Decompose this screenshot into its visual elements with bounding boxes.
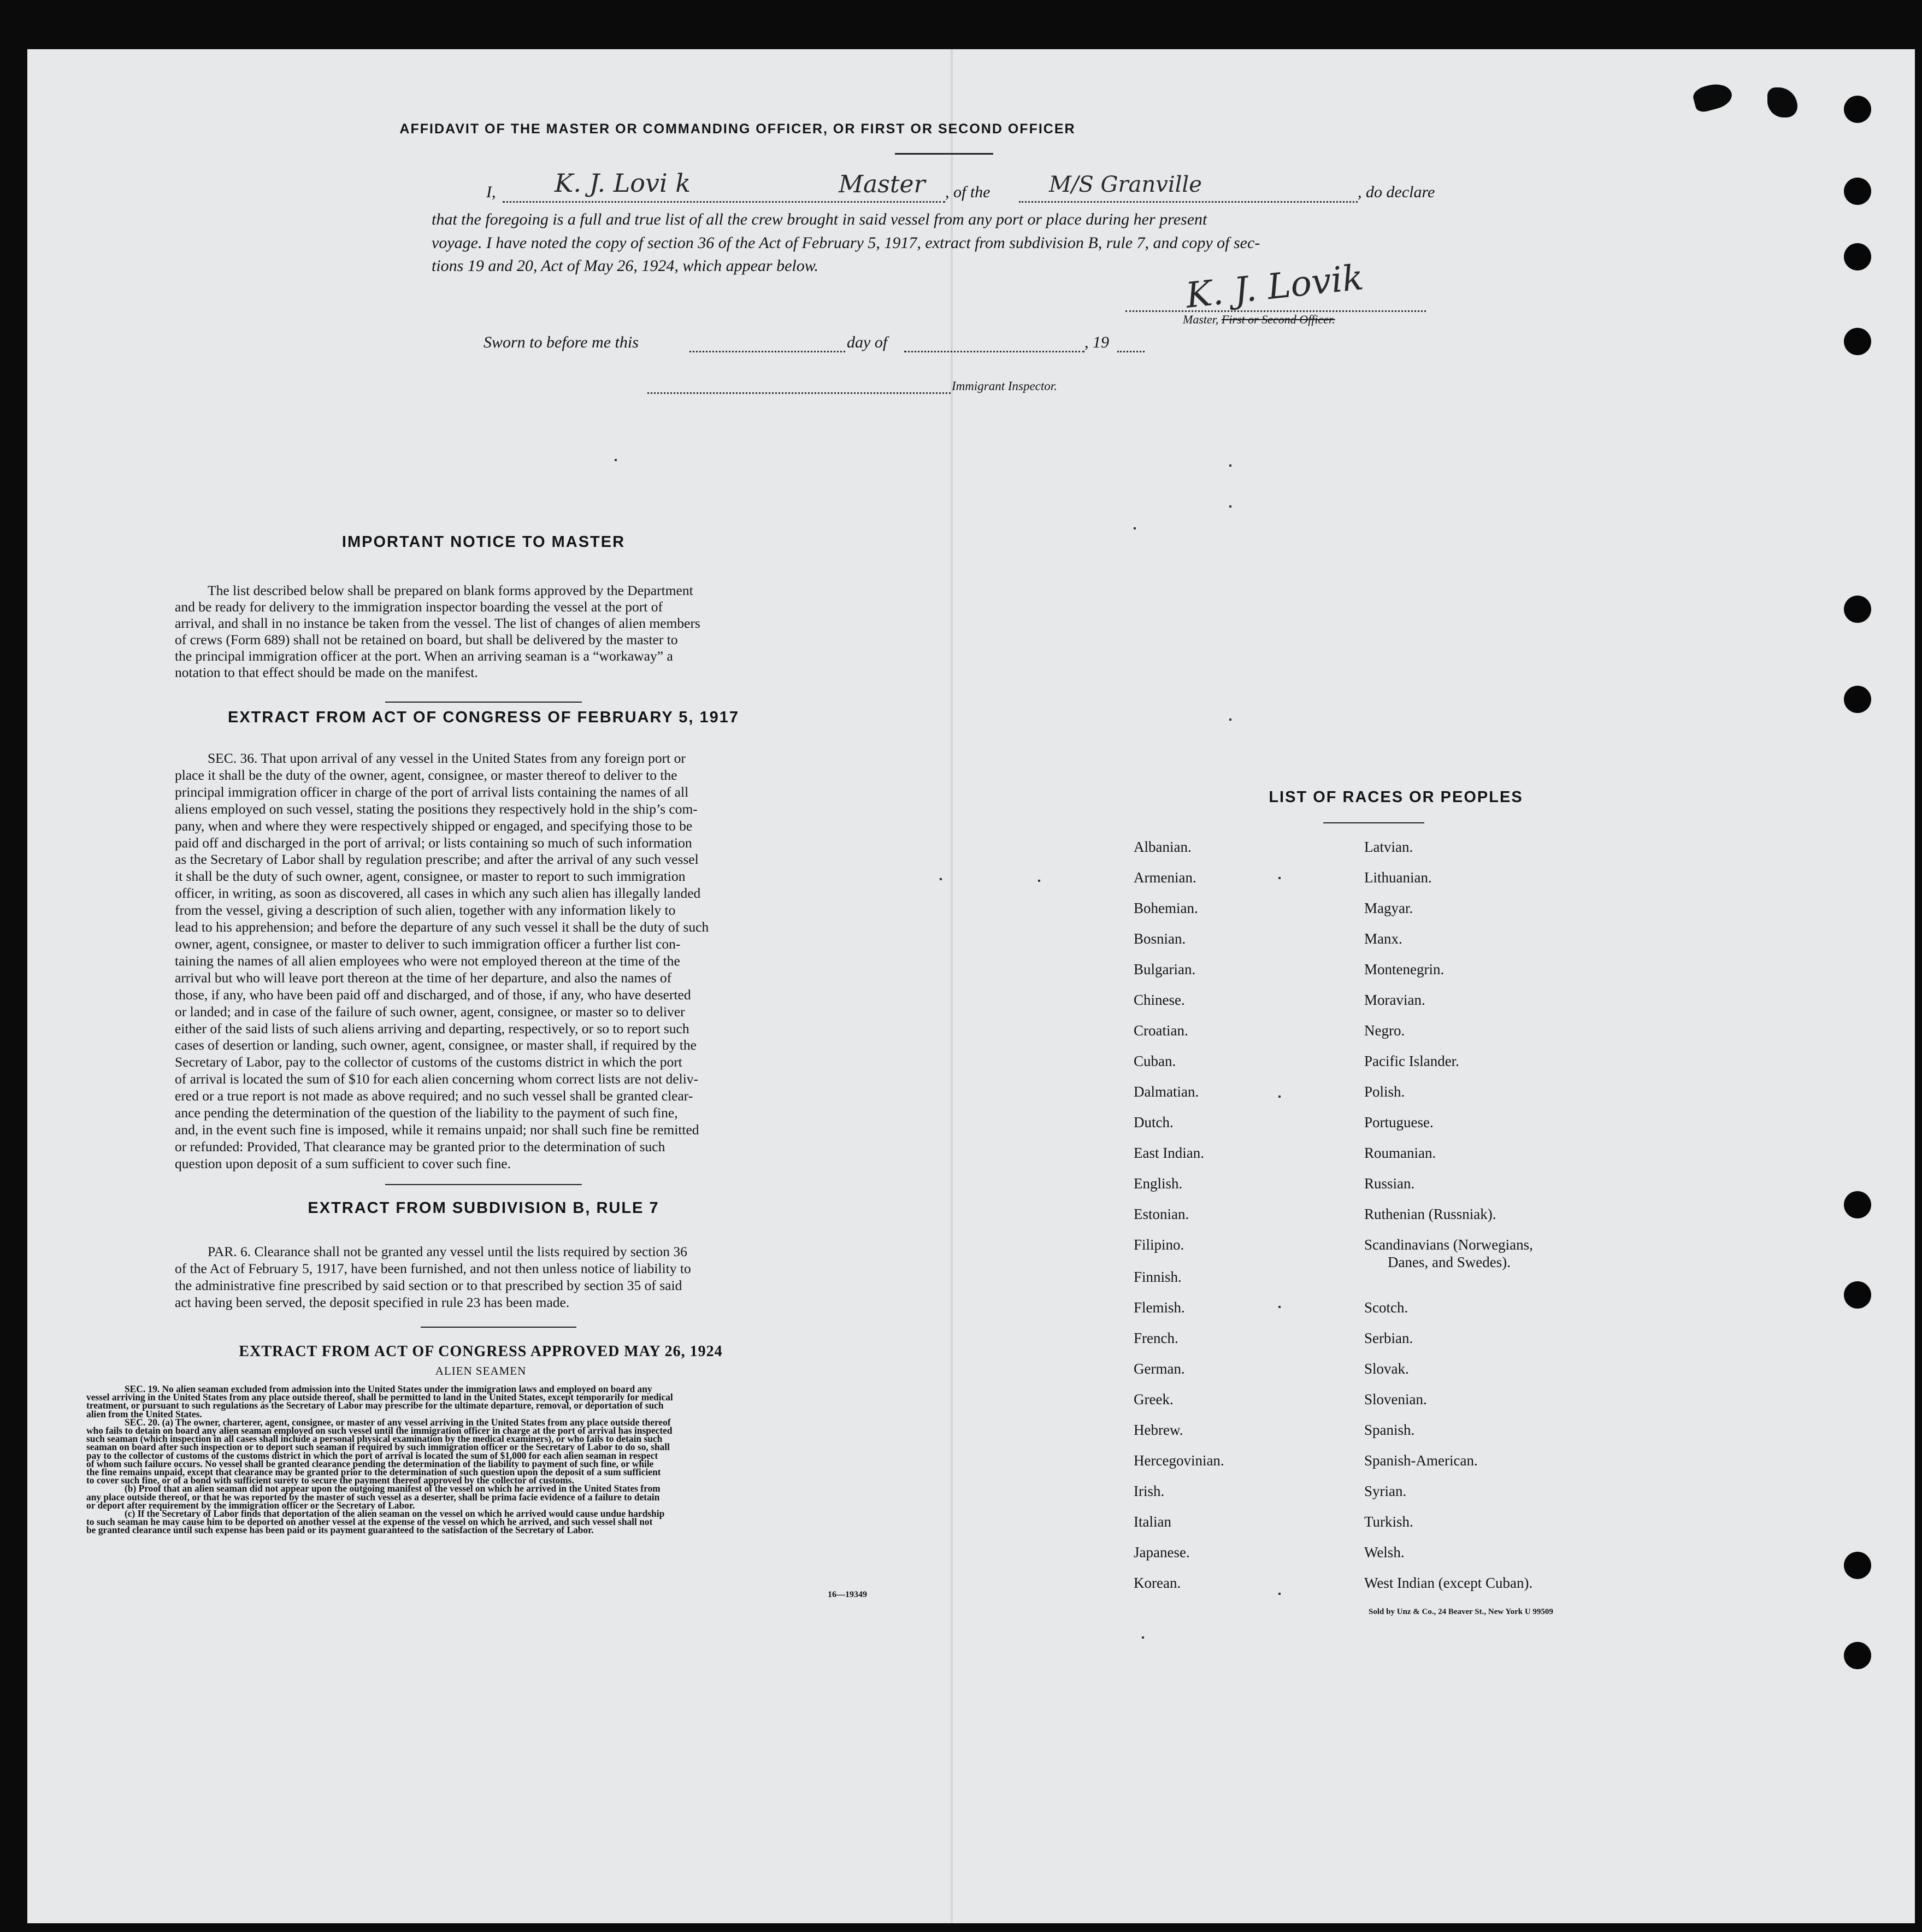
extract-1924-line: (c) If the Secretary of Labor finds that deportation of the alien seaman on the vessel on which he arrived would cause undue hardship [125, 1508, 665, 1519]
extract-1917-line: owner, agent, consignee, or master to deliver to such immigration officer a further list con- [175, 935, 681, 952]
binder-hole [1844, 328, 1871, 355]
race-item: Filipino. [1134, 1236, 1184, 1253]
extract-1924-line: (b) Proof that an alien seaman did not appear upon the outgoing manifest of the vessel on which he arrived in the United States from [125, 1483, 661, 1494]
extract-1917-line: lead to his apprehension; and before the departure of any such vessel it shall be the duty of such [175, 919, 709, 935]
race-item: Bosnian. [1134, 930, 1186, 947]
extract-1917-line: principal immigration officer in charge of the port of arrival lists containing the names of all [175, 784, 689, 800]
binder-hole [1844, 1552, 1871, 1579]
scan-speck [1134, 527, 1136, 529]
scan-speck [615, 459, 617, 461]
extract-1924-line: seaman on board after such inspection or to deport such seaman if required by such immigration officer or the Secretary of Labor to do so, shall [86, 1441, 670, 1453]
extract-1924-rule [421, 1327, 576, 1328]
race-item: Irish. [1134, 1483, 1165, 1499]
extract-1917-line: Secretary of Labor, pay to the collector of customs of the customs district in which the port [175, 1054, 682, 1070]
race-item: Syrian. [1364, 1483, 1407, 1499]
scan-speck [1038, 880, 1040, 882]
extract-1917-line: place it shall be the duty of the owner, agent, consignee, or master thereof to deliver to the [175, 767, 677, 783]
extract-1917-line: of arrival is located the sum of $10 for each alien concerning whom correct lists are not deliv- [175, 1071, 699, 1087]
race-item: Korean. [1134, 1575, 1181, 1591]
signature-caption [1183, 313, 1335, 327]
inspector-label: Immigrant Inspector. [952, 379, 1057, 393]
affidavit-title: AFFIDAVIT OF THE MASTER OR COMMANDING OFFICER, OR FIRST OR SECOND OFFICER [399, 121, 1076, 137]
race-item: Albanian. [1134, 839, 1192, 855]
day-of-label: day of [847, 333, 888, 351]
extract-1924-subtitle: ALIEN SEAMEN [435, 1364, 527, 1377]
extract-1917-line: ered or a true report is not made as above required; and no such vessel shall be granted clear- [175, 1088, 693, 1104]
extract-1917-body [175, 750, 794, 1173]
rule7-rule [385, 1184, 582, 1185]
notice-line: and be ready for delivery to the immigration inspector boarding the vessel at the port of [175, 599, 663, 615]
master-signature: K. J. Lovik [1184, 257, 1366, 316]
extract-1917-line: taining the names of all alien employees who were not employed thereon at the time of the [175, 952, 680, 969]
signature-caption-struck: First or Second Officer. [1221, 313, 1335, 326]
extract-1917-line: or refunded: Provided, That clearance may be granted prior to the determination of such [175, 1138, 665, 1155]
i-label: I, [486, 183, 496, 201]
extract-1917-line: officer, in writing, as soon as discovered, all cases in which any such alien has illegally landed [175, 885, 701, 902]
extract-1924-line: alien from the United States. [86, 1408, 202, 1419]
do-declare-label: , do declare [1358, 183, 1435, 201]
sworn-month-line [904, 351, 1084, 352]
title-rule [895, 153, 993, 155]
race-item: Polish. [1364, 1083, 1405, 1100]
notice-body [175, 582, 794, 681]
notice-line: of crews (Form 689) shall not be retained on board, but shall be delivered by the master to [175, 632, 678, 647]
extract-1924-line: SEC. 20. (a) The owner, charterer, agent, consignee, or master of any vessel arriving in the United States from any place outside thereof [125, 1416, 671, 1428]
extract-1924-line: the fine remains unpaid, except that clearance may be granted prior to the determination of such question upon the deposit of a sum sufficient [86, 1466, 661, 1478]
extract-1917-line: or landed; and in case of the failure of such owner, agent, consignee, or master so to deliver [175, 1003, 685, 1020]
affidavit-line-4: tions 19 and 20, Act of May 26, 1924, which appear below. [432, 257, 819, 275]
race-item: Slovenian. [1364, 1391, 1427, 1407]
race-item: Dutch. [1134, 1114, 1174, 1130]
race-item: West Indian (except Cuban). [1364, 1575, 1533, 1591]
sworn-label: Sworn to before me this [484, 333, 639, 351]
extract-1917-line: either of the said lists of such aliens arriving and departing, respectively, or so to report such [175, 1020, 689, 1036]
binder-hole [1844, 96, 1871, 123]
page-fold [951, 49, 953, 1923]
race-item: Negro. [1364, 1022, 1405, 1039]
race-item: Greek. [1134, 1391, 1174, 1407]
extract-1924-line: be granted clearance until such expense has been paid or its payment guaranteed to the satisfaction of the Secretary of Labor. [86, 1524, 594, 1536]
extract-1917-line: as the Secretary of Labor shall by regulation prescribe; and after the arrival of any such vessel [175, 851, 699, 868]
extract-1917-line: paid off and discharged in the port of arrival; or lists containing so much of such information [175, 834, 692, 851]
vessel-name-value[interactable]: M/S Granville [1049, 172, 1202, 197]
race-item: Manx. [1364, 930, 1402, 947]
inspector-line [647, 392, 951, 394]
binder-hole [1844, 596, 1871, 623]
scan-speck [1278, 1095, 1281, 1098]
notice-title: IMPORTANT NOTICE TO MASTER [341, 533, 626, 551]
races-title: LIST OF RACES OR PEOPLES [1269, 788, 1523, 806]
sworn-year-line [1117, 351, 1145, 352]
notice-line: notation to that effect should be made on the manifest. [175, 664, 478, 680]
race-item: Montenegrin. [1364, 961, 1445, 977]
race-item: Serbian. [1364, 1330, 1413, 1346]
race-item: Latvian. [1364, 839, 1413, 855]
rule7-title: EXTRACT FROM SUBDIVISION B, RULE 7 [308, 1199, 659, 1217]
race-item: Turkish. [1364, 1513, 1413, 1530]
race-item: East Indian. [1134, 1145, 1204, 1161]
extract-1917-line: it shall be the duty of such owner, agent, consignee, or master to report to such immigration [175, 868, 686, 885]
scan-speck [940, 878, 942, 880]
race-item: Flemish. [1134, 1299, 1185, 1316]
extract-1917-rule [385, 702, 582, 703]
binder-hole [1844, 1642, 1871, 1669]
extract-1917-line: and, in the event such fine is imposed, while it remains unpaid; nor shall such fine be remitted [175, 1121, 699, 1138]
extract-1924-line: treatment, or pursuant to such regulations as the Secretary of Labor may prescribe for the ultimate departure, removal, or deportation of such [86, 1400, 664, 1411]
extract-1924-line: SEC. 19. No alien seaman excluded from admission into the United States under the immigration laws and employed on board any [125, 1383, 652, 1394]
race-item: Armenian. [1134, 869, 1196, 886]
races-title-rule [1323, 822, 1424, 823]
affidavit-line-2: that the foregoing is a full and true list of all the crew brought in said vessel from any port or place during her present [432, 210, 1207, 228]
race-item: English. [1134, 1175, 1183, 1192]
signature-caption-master: Master, [1183, 313, 1222, 326]
scan-speck [1229, 464, 1231, 467]
race-item: Magyar. [1364, 900, 1413, 916]
extract-1924-line: to cover such fine, or of a bond with sufficient surety to secure the payment thereof approved by the collector of customs. [86, 1475, 574, 1486]
race-item: Scandinavians (Norwegians, [1364, 1236, 1533, 1253]
extract-1924-line: vessel arriving in the United States from any place outside thereof, shall be permitted to land in the United States, except temporarily for medical [86, 1392, 673, 1403]
race-item: Moravian. [1364, 992, 1425, 1008]
scan-speck [1229, 505, 1231, 508]
extract-1924-line: pay to the collector of customs of the customs district in which the port of arrival is located the sum of $1,000 for each alien seaman in respect [86, 1450, 658, 1461]
race-item: Spanish-American. [1364, 1452, 1478, 1469]
binder-hole [1844, 686, 1871, 713]
race-item: Bohemian. [1134, 900, 1198, 916]
race-item: Dalmatian. [1134, 1083, 1199, 1100]
extract-1917-line: ance pending the determination of the question of the liability to the payment of such fine, [175, 1105, 678, 1121]
extract-1924-line: or deport after requirement by the immigration officer or the Secretary of Labor. [86, 1499, 415, 1511]
extract-1924-body [86, 1385, 876, 1535]
vessel-name-line [1019, 201, 1358, 203]
race-item: Italian [1134, 1513, 1171, 1530]
printer-imprint: Sold by Unz & Co., 24 Beaver St., New York U 99509 [1369, 1607, 1553, 1616]
race-item: Cuban. [1134, 1053, 1176, 1069]
extract-1917-line: pany, when and where they were respectively shipped or engaged, and specifying those to be [175, 817, 693, 834]
extract-1917-line: cases of desertion or landing, such owner, agent, consignee, or master shall, if required by the [175, 1037, 697, 1053]
rule7-line: the administrative fine prescribed by said section or to that prescribed by section 35 of said [175, 1277, 682, 1293]
scan-speck [1278, 1306, 1281, 1308]
notice-line: The list described below shall be prepared on blank forms approved by the Department [208, 582, 693, 598]
notice-line: the principal immigration officer at the port. When an arriving seaman is a “workaway” a [175, 648, 673, 664]
extract-1917-line: SEC. 36. That upon arrival of any vessel in the United States from any foreign port or [208, 750, 686, 766]
race-item: Roumanian. [1364, 1145, 1436, 1161]
race-item: Pacific Islander. [1364, 1053, 1459, 1069]
scan-speck [1142, 1636, 1144, 1639]
race-item: Scotch. [1364, 1299, 1408, 1316]
race-item: Russian. [1364, 1175, 1415, 1192]
extract-1917-title: EXTRACT FROM ACT OF CONGRESS OF FEBRUARY 5, 1917 [227, 709, 740, 726]
sworn-day-line [689, 351, 845, 352]
extract-1924-line: who fails to detain on board any alien seaman employed on such vessel until the immigration officer in charge at the port of arrival has inspected [86, 1425, 673, 1436]
binder-hole [1844, 243, 1871, 270]
scan-speck [1229, 718, 1231, 721]
race-item: Estonian. [1134, 1206, 1189, 1222]
race-item: Danes, and Swedes). [1388, 1254, 1511, 1270]
notice-line: arrival, and shall in no instance be taken from the vessel. The list of changes of alien members [175, 615, 700, 631]
race-item: Hebrew. [1134, 1422, 1183, 1438]
race-item: Chinese. [1134, 992, 1185, 1008]
signature-line [1125, 310, 1426, 312]
race-item: Slovak. [1364, 1360, 1409, 1377]
master-name-value[interactable]: K. J. Lovi k [555, 168, 691, 198]
extract-1917-line: arrival but who will leave port thereon at the time of her departure, and also the names of [175, 969, 672, 986]
rule7-line: PAR. 6. Clearance shall not be granted any vessel until the lists required by section 36 [208, 1244, 687, 1259]
affidavit-line-3: voyage. I have noted the copy of section 36 of the Act of February 5, 1917, extract from subdivision B, rule 7, and copy of sec- [432, 234, 1260, 252]
race-item: Bulgarian. [1134, 961, 1196, 977]
of-the-label: , of the [945, 183, 991, 201]
extract-1917-line: those, if any, who have been paid off and discharged, and of those, if any, who have deserted [175, 986, 691, 1003]
race-item: Japanese. [1134, 1544, 1190, 1560]
scan-speck [1278, 877, 1281, 879]
extract-1917-line: from the vessel, giving a description of such alien, together with any information likely to [175, 902, 676, 918]
race-item: Finnish. [1134, 1269, 1182, 1285]
race-item: Welsh. [1364, 1544, 1405, 1560]
scan-speck [1278, 1593, 1281, 1595]
binder-hole [1844, 1191, 1871, 1218]
race-item: German. [1134, 1360, 1185, 1377]
master-name-line [503, 201, 945, 203]
extract-1924-title: EXTRACT FROM ACT OF CONGRESS APPROVED MAY 26, 1924 [239, 1343, 723, 1360]
form-number: 16—19349 [828, 1590, 867, 1599]
race-item: Portuguese. [1364, 1114, 1434, 1130]
extract-1924-line: any place outside thereof, or that he was reported by the master of such vessel as a deserter, shall be prima facie evidence of a failure to detain [86, 1491, 660, 1503]
rule7-body [175, 1243, 794, 1311]
extract-1917-line: question upon deposit of a sum sufficient to cover such fine. [175, 1155, 511, 1171]
extract-1924-line: of whom such failure occurs. No vessel shall be granted clearance pending the determination of the liability to payment of such fine, or while [86, 1458, 654, 1469]
position-value[interactable]: Master [839, 170, 925, 198]
race-item: Spanish. [1364, 1422, 1415, 1438]
extract-1924-line: to such seaman he may cause him to be deported on another vessel at the expense of the vessel on which he arrived, and such vessel shall not [86, 1516, 653, 1528]
race-item: French. [1134, 1330, 1178, 1346]
extract-1924-line: such seaman (which inspection in all cases shall include a personal physical examination by the medical examiners), or who fails to detain such [86, 1433, 663, 1445]
extract-1917-line: aliens employed on such vessel, stating the positions they respectively hold in the ship’s com- [175, 800, 698, 817]
race-item: Croatian. [1134, 1022, 1188, 1039]
binder-hole [1844, 178, 1871, 205]
year-prefix-label: , 19 [1084, 333, 1109, 351]
race-item: Ruthenian (Russniak). [1364, 1206, 1496, 1222]
race-item: Lithuanian. [1364, 869, 1432, 886]
binder-hole [1844, 1281, 1871, 1309]
race-item: Hercegovinian. [1134, 1452, 1224, 1469]
rule7-line: of the Act of February 5, 1917, have been furnished, and not then unless notice of liability to [175, 1260, 691, 1276]
rule7-line: act having been served, the deposit specified in rule 23 has been made. [175, 1294, 570, 1310]
